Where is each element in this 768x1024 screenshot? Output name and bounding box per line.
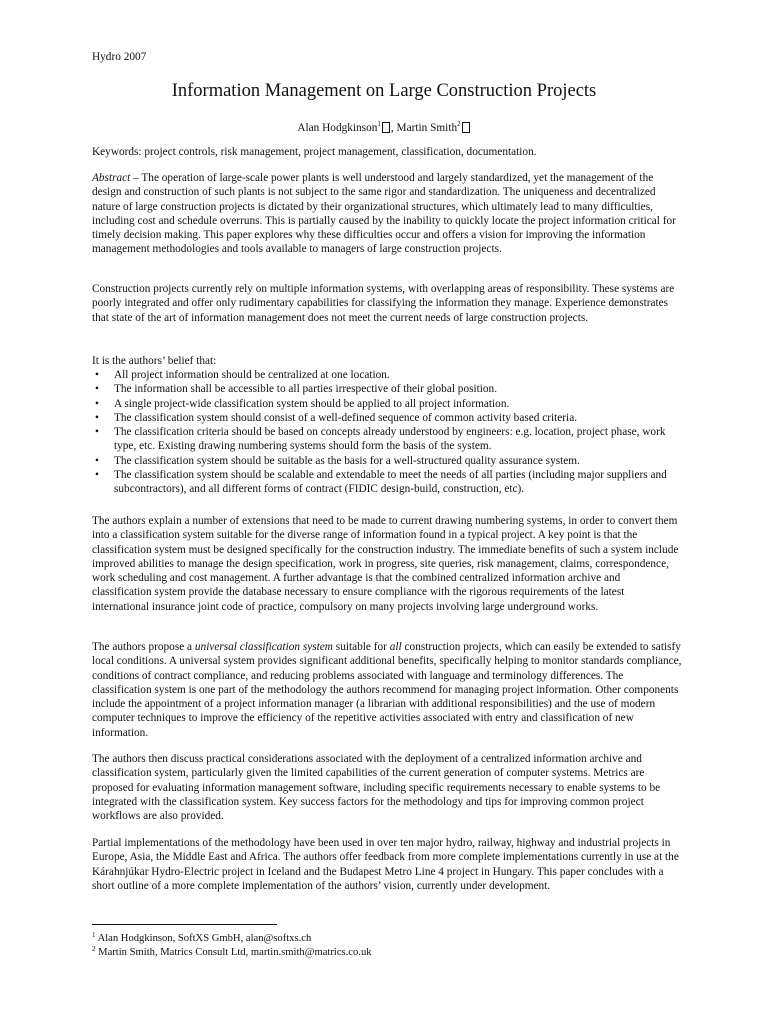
abstract-paragraph xyxy=(92,171,682,257)
bullet-icon: • xyxy=(95,454,99,467)
footnote-text: Martin Smith, Matrics Consult Ltd, martin.smith@matrics.co.uk xyxy=(95,947,372,958)
footnote-marker: 1 xyxy=(377,120,381,128)
paragraph-text: The authors propose a xyxy=(92,641,195,653)
author-name: Alan Hodgkinson xyxy=(297,122,378,134)
list-item-text: The classification system should be suitable as the basis for a well-structured quality assurance system. xyxy=(114,454,580,467)
bullet-icon: • xyxy=(95,411,99,424)
bullet-icon: • xyxy=(95,369,99,381)
body-paragraph: Partial implementations of the methodology have been used in over ten major hydro, railway, highway and industrial projects in Europe, Asia, the Middle East and Africa. The authors offer feedback from more complete implementations currently in use at the Kárahnjúkar Hydro-Electric project in Iceland and the Budapest Metro Line 4 project in Hungary. This paper concludes with a short outline of a more complete implementation of the authors’ vision, currently under development. xyxy=(92,837,679,892)
running-header: Hydro 2007 xyxy=(92,51,147,63)
placeholder-box-icon xyxy=(382,122,390,133)
footnote-marker: 2 xyxy=(92,945,96,953)
footnote-text: Alan Hodgkinson, SoftXS GmbH, alan@softxs.ch xyxy=(95,933,312,944)
list-item-text: The classification system should be scalable and extendable to meet the needs of all parties (including major suppliers and subcontractors), and all different forms of contract (FIDIC design-build, construction, etc). xyxy=(114,469,667,496)
paper-title: Information Management on Large Construction Projects xyxy=(171,81,597,101)
list-item xyxy=(92,454,682,468)
list-item-text: The information shall be accessible to all parties irrespective of their global position. xyxy=(114,383,498,396)
paragraph-text: suitable for xyxy=(332,641,390,653)
list-item xyxy=(92,397,682,411)
list-item xyxy=(92,368,682,382)
belief-list xyxy=(92,368,682,497)
body-paragraph: Construction projects currently rely on multiple information systems, with overlapping areas of responsibility. These systems are poorly integrated and offer only rudimentary capabilities for classifying the information they manage. Experience demonstrates that state of the art of information management does not meet the current needs of large construction projects. xyxy=(92,283,675,324)
body-paragraph: The authors explain a number of extensions that need to be made to current drawing numbering systems, in order to convert them into a classification system suitable for the diverse range of information found in a typical project. A key point is that the classification system must be designed specifically for the construction industry. The immediate benefits of such a system include improved abilities to manage the design specification, work in progress, site queries, risk management, claims, correspondence, work scheduling and cost management. A further advantage is that the combined centralized information archive and classification system provide the database necessary to ensure compliance with the rigorous requirements of the latest international insurance joint code of practice, compulsory on many projects involving large underground works. xyxy=(92,515,679,613)
bullet-icon: • xyxy=(95,397,99,410)
body-paragraph: The authors then discuss practical considerations associated with the deployment of a centralized information archive and classification system, particularly given the limited capabilities of the current generation of computer systems. Metrics are proposed for evaluating information management software, including specific requirements necessary to enable systems to be integrated with the classification system. Key success factors for the methodology and tips for improving common project workflows are also provided. xyxy=(92,753,661,823)
list-item-text: The classification criteria should be based on concepts already understood by engineers: e.g. location, project phase, work type, etc. Existing drawing numbering systems should form the basis of the system. xyxy=(114,426,666,453)
bullet-icon: • xyxy=(95,469,99,482)
bullet-icon: • xyxy=(95,383,99,396)
list-item-text: The classification system should consist of a well-defined sequence of common activity based criteria. xyxy=(114,411,578,424)
abstract-label: Abstract xyxy=(92,172,131,184)
footnote-marker: 2 xyxy=(457,120,461,128)
list-item xyxy=(92,468,682,497)
paragraph-text: construction projects, which can easily be extended to satisfy local conditions. A universal system provides significant additional benefits, specifically helping to monitor standards compliance, conditions of contract compliance, and reducing problems associated with language and terminology differences. The classification system is one part of the methodology the authors recommend for managing project information. Other components include the appointment of a project information manager (a librarian with additional responsibilities) and the use of modern computer techniques to improve the efficiency of the repetitive activities associated with entry and classification of new information. xyxy=(92,641,682,739)
abstract-text: – The operation of large-scale power plants is well understood and largely standardized, yet the management of the design and construction of such plants is not subject to the same rigor and standardization. The uniqueness and decentralized nature of large construction projects is dictated by their organizational structures, which ultimately lead to many difficulties, including cost and schedule overruns. This is partially caused by the inability to quickly locate the project information critical for timely decision making. This paper explores why these difficulties occur and offers a vision for improving the information management methodologies and tools available to managers of large construction projects. xyxy=(92,172,676,256)
emphasis-text: universal classification system xyxy=(194,641,333,653)
list-item xyxy=(92,425,682,454)
author-line xyxy=(0,117,768,135)
list-item-text: All project information should be centralized at one location. xyxy=(114,369,390,381)
list-item-text: A single project-wide classification system should be applied to all project information. xyxy=(114,397,510,410)
placeholder-box-icon xyxy=(462,122,470,133)
footnote-marker: 1 xyxy=(92,931,96,939)
belief-intro: It is the authors’ belief that: xyxy=(92,355,217,367)
author-name: Martin Smith xyxy=(396,122,458,134)
body-paragraph xyxy=(92,640,682,740)
list-item xyxy=(92,382,682,396)
emphasis-text: all xyxy=(389,641,402,653)
keywords-line: Keywords: project controls, risk management, project management, classification, documentation. xyxy=(92,146,537,158)
bullet-icon: • xyxy=(95,426,99,439)
footnote-divider xyxy=(92,924,277,925)
author-separator: , xyxy=(390,122,394,134)
footnote xyxy=(92,943,372,959)
list-item xyxy=(92,411,682,425)
